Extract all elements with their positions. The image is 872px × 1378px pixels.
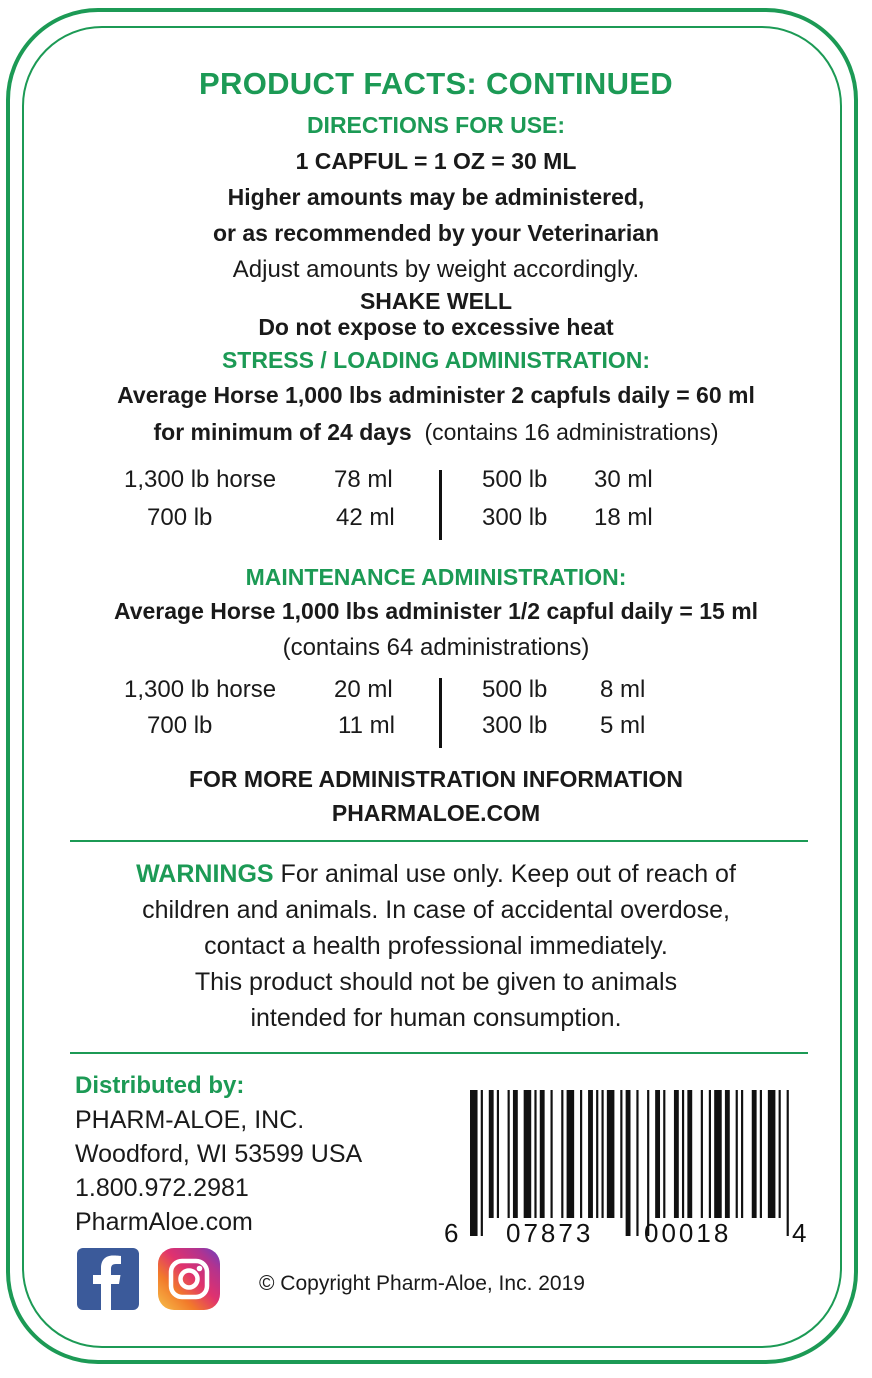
table-divider [439, 470, 442, 540]
barcode-bar [674, 1090, 679, 1218]
more-info-line-1: FOR MORE ADMINISTRATION INFORMATION [188, 766, 684, 792]
warnings-label: WARNINGS [136, 860, 274, 888]
stress-heading: STRESS / LOADING ADMINISTRATION: [221, 347, 651, 373]
barcode-bar [513, 1090, 518, 1218]
table-row-cell: 500 lb [482, 466, 548, 493]
maintenance-line-2: (contains 64 administrations) [282, 634, 590, 661]
higher-line-2: or as recommended by your Veterinarian [212, 220, 660, 246]
table-row-cell: 8 ml [600, 676, 646, 703]
directions-heading: DIRECTIONS FOR USE: [306, 112, 566, 138]
barcode-bar [779, 1090, 781, 1218]
shake-well: SHAKE WELL [359, 288, 513, 314]
table-row-cell: 20 ml [334, 676, 393, 703]
stress-duration: for minimum of 24 days [153, 419, 412, 445]
barcode-bar [701, 1090, 703, 1218]
barcode-bar [787, 1090, 789, 1236]
maintenance-dose-table [0, 676, 872, 756]
barcode-digits-right: 00018 [644, 1218, 732, 1248]
table-row-cell: 5 ml [600, 712, 646, 739]
barcode-bar [626, 1090, 631, 1236]
barcode-image [468, 1090, 794, 1236]
table-row-cell: 1,300 lb horse [124, 466, 277, 493]
barcode-bar [714, 1090, 722, 1218]
barcode-bar [682, 1090, 684, 1218]
barcode-bar [725, 1090, 730, 1218]
maintenance-heading: MAINTENANCE ADMINISTRATION: [245, 564, 627, 590]
barcode-bar [709, 1090, 711, 1218]
barcode-bar [567, 1090, 575, 1218]
barcode-bar [687, 1090, 692, 1218]
barcode-bar [655, 1090, 660, 1218]
facebook-icon[interactable] [77, 1248, 139, 1310]
warnings-text: For animal use only. Keep out of reach of [280, 860, 736, 888]
capful-line: 1 CAPFUL = 1 OZ = 30 ML [295, 148, 577, 174]
table-row-cell: 30 ml [594, 466, 653, 493]
distributor-phone: 1.800.972.2981 [75, 1174, 249, 1202]
stress-contains: (contains 16 administrations) [424, 419, 719, 445]
barcode-bar [481, 1090, 483, 1236]
barcode-bar [647, 1090, 649, 1236]
barcode-digit-check: 4 [792, 1218, 810, 1248]
higher-line-1: Higher amounts may be administered, [227, 184, 645, 210]
barcode-bar [663, 1090, 665, 1218]
more-info-url: PHARMALOE.COM [331, 800, 541, 826]
adjust-line: Adjust amounts by weight accordingly. [232, 256, 640, 283]
barcode-bar [768, 1090, 776, 1218]
barcode-bar [752, 1090, 757, 1218]
stress-dose-table [0, 466, 872, 546]
barcode-bar [736, 1090, 738, 1218]
barcode-digits-left: 07873 [506, 1218, 594, 1248]
divider [70, 840, 808, 842]
barcode-bar [588, 1090, 593, 1218]
warnings-line-4: This product should not be given to animals [194, 968, 678, 996]
barcode-bar [601, 1090, 603, 1218]
barcode-bar [607, 1090, 615, 1218]
table-row-cell: 1,300 lb horse [124, 676, 277, 703]
distributor-website[interactable]: PharmAloe.com [75, 1208, 253, 1236]
barcode-bar [470, 1090, 478, 1236]
table-row-cell: 700 lb [147, 712, 213, 739]
table-row-cell: 42 ml [336, 504, 395, 531]
distributor-company: PHARM-ALOE, INC. [75, 1106, 305, 1134]
barcode-bar [489, 1090, 494, 1218]
barcode-bar [540, 1090, 545, 1218]
barcode-bar [524, 1090, 532, 1218]
divider [70, 1052, 808, 1054]
instagram-icon[interactable] [158, 1248, 220, 1310]
table-row-cell: 500 lb [482, 676, 548, 703]
page-title: PRODUCT FACTS: CONTINUED [199, 66, 673, 101]
barcode-bar [497, 1090, 499, 1218]
distributor-label: Distributed by: [75, 1072, 245, 1099]
warnings-line-2: children and animals. In case of accidental overdose, [142, 896, 730, 924]
table-row-cell: 78 ml [334, 466, 393, 493]
barcode-bar [534, 1090, 536, 1218]
barcode-digit-first: 6 [444, 1218, 462, 1248]
barcode-bar [741, 1090, 743, 1218]
warnings-line-3: contact a health professional immediately. [204, 932, 668, 960]
table-row-cell: 11 ml [338, 712, 395, 739]
barcode-bar [551, 1090, 553, 1218]
maintenance-line-1: Average Horse 1,000 lbs administer 1/2 capful daily = 15 ml [113, 598, 759, 624]
barcode-bar [561, 1090, 563, 1218]
barcode-bar [580, 1090, 582, 1218]
barcode-bar [620, 1090, 622, 1218]
distributor-address: Woodford, WI 53599 USA [75, 1140, 363, 1168]
table-row-cell: 18 ml [594, 504, 653, 531]
table-divider [439, 678, 442, 748]
table-row-cell: 300 lb [482, 712, 548, 739]
heat-warning: Do not expose to excessive heat [258, 314, 614, 340]
table-row-cell: 300 lb [482, 504, 548, 531]
barcode-bar [760, 1090, 762, 1218]
copyright: © Copyright Pharm-Aloe, Inc. 2019 [259, 1272, 585, 1295]
stress-line-1: Average Horse 1,000 lbs administer 2 capfuls daily = 60 ml [117, 382, 755, 408]
table-row-cell: 700 lb [147, 504, 213, 531]
stress-line-2 [0, 419, 872, 446]
barcode-bar [508, 1090, 510, 1218]
barcode-bar [596, 1090, 598, 1218]
warnings-line-5: intended for human consumption. [250, 1004, 622, 1032]
barcode-bar [636, 1090, 638, 1236]
warnings-line-1 [0, 860, 872, 889]
